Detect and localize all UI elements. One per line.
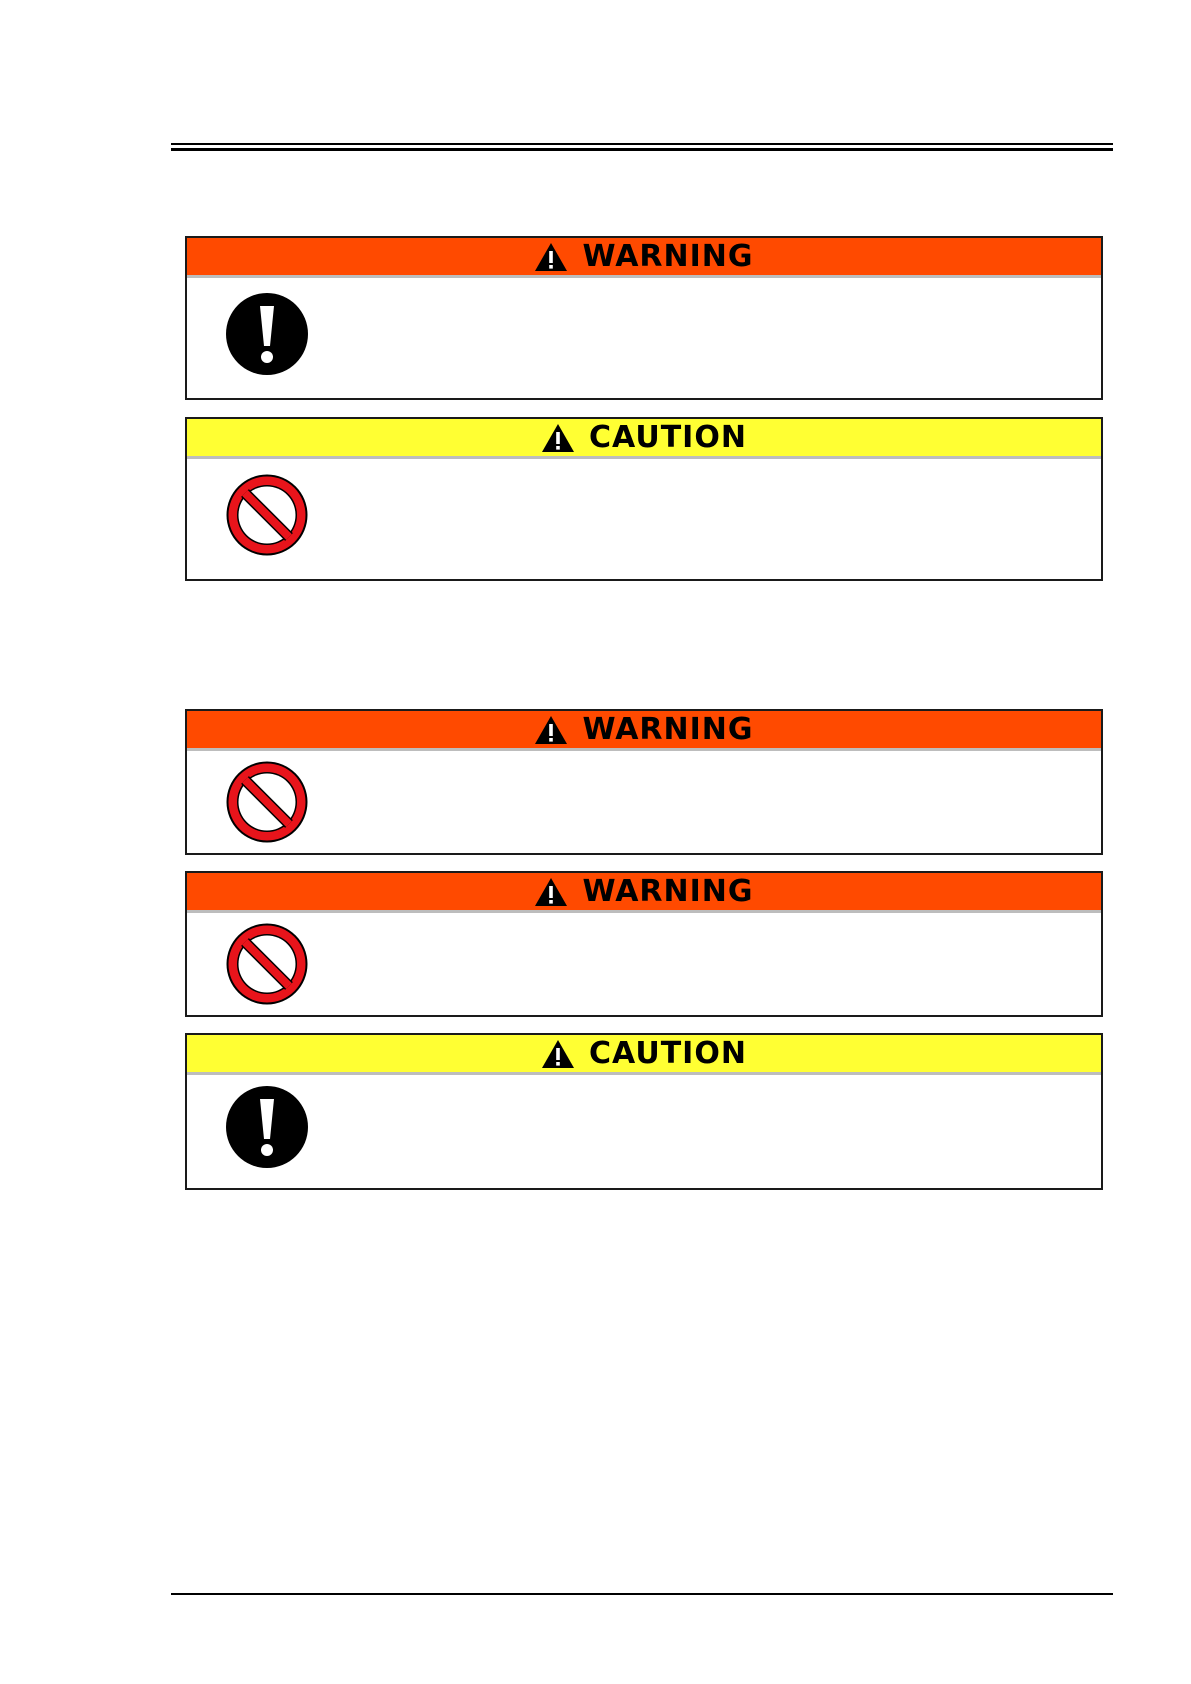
warning-notice-2 bbox=[185, 709, 1103, 855]
mandatory-icon bbox=[225, 292, 309, 376]
caution-header bbox=[187, 419, 1101, 459]
warning-header bbox=[187, 711, 1101, 751]
warning-notice-3 bbox=[185, 871, 1103, 1017]
warning-triangle-icon bbox=[541, 423, 575, 453]
warning-triangle-icon bbox=[534, 877, 568, 907]
caution-header bbox=[187, 1035, 1101, 1075]
notice-body bbox=[187, 459, 1101, 579]
warning-triangle-icon bbox=[534, 242, 568, 272]
warning-triangle-icon bbox=[541, 1039, 575, 1069]
warning-header bbox=[187, 238, 1101, 278]
notice-body bbox=[187, 1075, 1101, 1188]
footer-rule bbox=[171, 1593, 1113, 1595]
warning-header bbox=[187, 873, 1101, 913]
notice-label: CAUTION bbox=[589, 419, 747, 455]
prohibition-icon bbox=[225, 922, 309, 1006]
notice-label: CAUTION bbox=[589, 1035, 747, 1071]
warning-triangle-icon bbox=[534, 715, 568, 745]
prohibition-icon bbox=[225, 473, 309, 557]
notice-body bbox=[187, 751, 1101, 853]
notice-label: WARNING bbox=[582, 711, 754, 747]
caution-notice-1 bbox=[185, 417, 1103, 581]
warning-notice-1 bbox=[185, 236, 1103, 400]
prohibition-icon bbox=[225, 760, 309, 844]
header-rule bbox=[171, 143, 1113, 151]
notice-body bbox=[187, 913, 1101, 1015]
notice-body bbox=[187, 278, 1101, 398]
caution-notice-2 bbox=[185, 1033, 1103, 1190]
notice-label: WARNING bbox=[582, 238, 754, 274]
notice-label: WARNING bbox=[582, 873, 754, 909]
mandatory-icon bbox=[225, 1085, 309, 1169]
